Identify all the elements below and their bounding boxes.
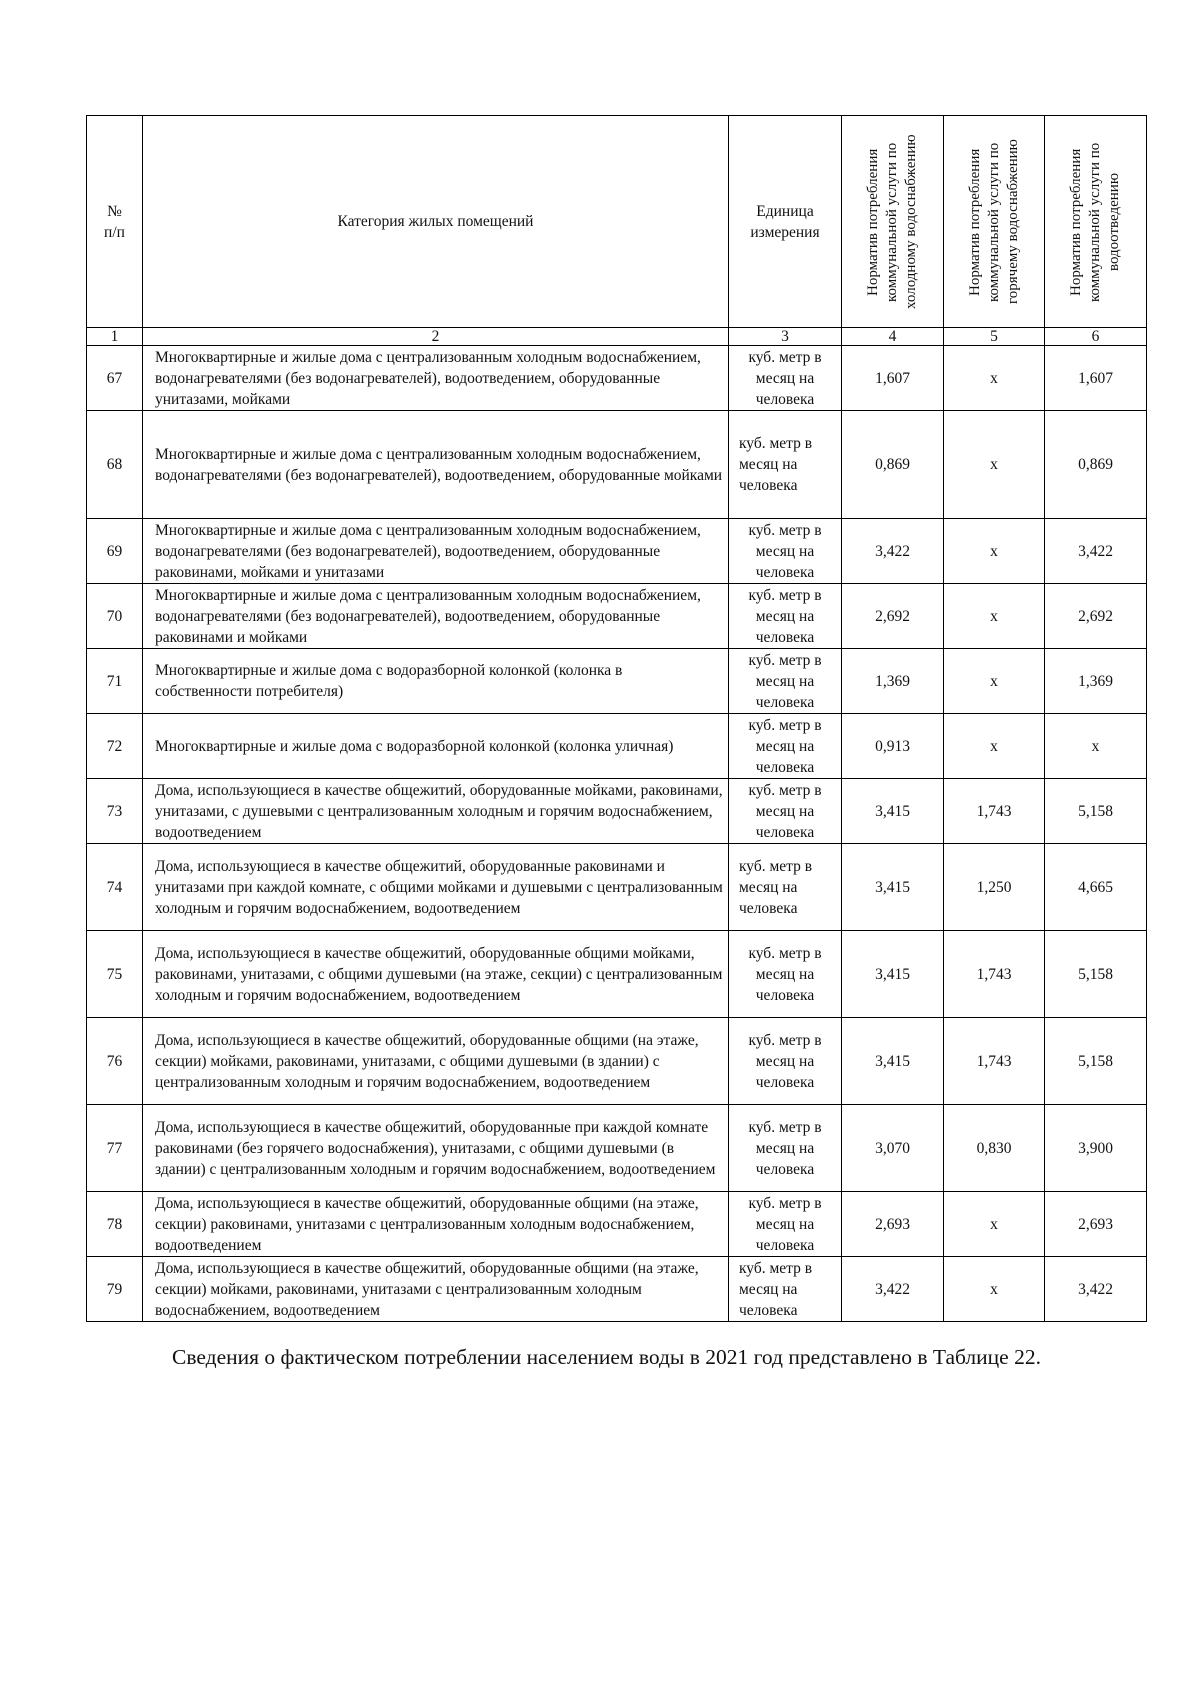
row-hot-value: x [944,1257,1045,1322]
row-hot-value: x [944,519,1045,584]
table-row [87,714,1147,779]
row-category: Многоквартирные и жилые дома с централизованным холодным водоснабжением, водонагревателями (без водонагревателей), водоотведением, оборудованные мойками [143,411,729,519]
row-cold-value: 1,607 [842,346,944,411]
row-hot-value: x [944,649,1045,714]
row-category: Дома, использующиеся в качестве общежитий, оборудованные общими (на этаже, секции) мойками, раковинами, унитазами, с общими душевыми (в здании) с централизованным холодным и горячим водоснабжением, водоотведением [143,1018,729,1105]
header-category: Категория жилых помещений [143,116,729,328]
table-header-row [87,116,1147,328]
col-index: 1 [87,328,143,346]
row-unit: куб. метр в месяц на человека [729,931,842,1018]
row-cold-value: 3,415 [842,844,944,931]
row-unit: куб. метр в месяц на человека [729,1018,842,1105]
row-unit: куб. метр в месяц на человека [729,779,842,844]
table-row [87,1105,1147,1192]
col-index: 3 [729,328,842,346]
row-hot-value: x [944,714,1045,779]
row-num: 67 [87,346,143,411]
row-cold-value: 1,369 [842,649,944,714]
norms-table [86,115,1147,1322]
row-category: Дома, использующиеся в качестве общежитий, оборудованные общими мойками, раковинами, унитазами, с общими душевыми (на этаже, секции) с централизованным холодным и горячим водоснабжением, водоотведением [143,931,729,1018]
row-unit: куб. метр в месяц на человека [729,346,842,411]
col-index: 2 [143,328,729,346]
row-unit: куб. метр в месяц на человека [729,714,842,779]
table-row [87,649,1147,714]
col-index: 6 [1045,328,1147,346]
row-num: 76 [87,1018,143,1105]
row-drain-value: 3,422 [1045,1257,1147,1322]
row-unit: куб. метр в месяц на человека [729,519,842,584]
row-num: 77 [87,1105,143,1192]
row-category: Многоквартирные и жилые дома с водоразборной колонкой (колонка в собственности потребителя) [143,649,729,714]
row-category: Дома, использующиеся в качестве общежитий, оборудованные раковинами и унитазами при каждой комнате, с общими мойками и душевыми с централизованным холодным и горячим водоснабжением, водоотведением [143,844,729,931]
row-num: 68 [87,411,143,519]
row-hot-value: 1,250 [944,844,1045,931]
row-drain-value: 1,369 [1045,649,1147,714]
table-row [87,519,1147,584]
row-num: 74 [87,844,143,931]
header-drainage: Норматив потребления коммунальной услуги по водоотведению [1045,116,1147,328]
row-drain-value: 5,158 [1045,779,1147,844]
row-drain-value: x [1045,714,1147,779]
row-cold-value: 2,693 [842,1192,944,1257]
row-cold-value: 2,692 [842,584,944,649]
row-drain-value: 2,693 [1045,1192,1147,1257]
row-num: 70 [87,584,143,649]
row-num: 79 [87,1257,143,1322]
row-category: Дома, использующиеся в качестве общежитий, оборудованные мойками, раковинами, унитазами, с душевыми с централизованным холодным и горячим водоснабжением, водоотведением [143,779,729,844]
column-index-row [87,328,1147,346]
row-num: 75 [87,931,143,1018]
row-drain-value: 3,900 [1045,1105,1147,1192]
row-hot-value: x [944,1192,1045,1257]
row-unit: куб. метр в месяц на человека [729,584,842,649]
row-unit: куб. метр в месяц на человека [729,1105,842,1192]
table-row [87,1257,1147,1322]
row-cold-value: 3,415 [842,779,944,844]
row-category: Многоквартирные и жилые дома с водоразборной колонкой (колонка уличная) [143,714,729,779]
table-row [87,346,1147,411]
header-num: № п/п [87,116,143,328]
header-cold-water: Норматив потребления коммунальной услуги по холодному водоснабжению [842,116,944,328]
row-hot-value: 0,830 [944,1105,1045,1192]
row-cold-value: 3,070 [842,1105,944,1192]
table-row [87,931,1147,1018]
row-unit: куб. метр в месяц на человека [729,1257,842,1322]
col-index: 5 [944,328,1045,346]
row-drain-value: 5,158 [1045,931,1147,1018]
row-category: Дома, использующиеся в качестве общежитий, оборудованные общими (на этаже, секции) мойками, раковинами, унитазами с централизованным холодным водоснабжением, водоотведением [143,1257,729,1322]
table-row [87,844,1147,931]
row-num: 69 [87,519,143,584]
col-index: 4 [842,328,944,346]
row-category: Дома, использующиеся в качестве общежитий, оборудованные при каждой комнате раковинами (без горячего водоснабжения), унитазами, с общими душевыми (в здании) с централизованным холодным и горячим водоснабжением, водоотведением [143,1105,729,1192]
row-unit: куб. метр в месяц на человека [729,411,842,519]
row-drain-value: 0,869 [1045,411,1147,519]
table-row [87,1192,1147,1257]
row-drain-value: 5,158 [1045,1018,1147,1105]
row-unit: куб. метр в месяц на человека [729,844,842,931]
header-unit: Единица измерения [729,116,842,328]
row-num: 73 [87,779,143,844]
row-drain-value: 2,692 [1045,584,1147,649]
table-row [87,411,1147,519]
row-category: Многоквартирные и жилые дома с централизованным холодным водоснабжением, водонагревателями (без водонагревателей), водоотведением, оборудованные унитазами, мойками [143,346,729,411]
row-cold-value: 3,422 [842,1257,944,1322]
row-cold-value: 3,422 [842,519,944,584]
row-drain-value: 1,607 [1045,346,1147,411]
row-unit: куб. метр в месяц на человека [729,1192,842,1257]
table-row [87,584,1147,649]
row-cold-value: 0,869 [842,411,944,519]
table-row [87,779,1147,844]
row-category: Многоквартирные и жилые дома с централизованным холодным водоснабжением, водонагревателями (без водонагревателей), водоотведением, оборудованные раковинами, мойками и унитазами [143,519,729,584]
header-hot-water: Норматив потребления коммунальной услуги по горячему водоснабжению [944,116,1045,328]
row-unit: куб. метр в месяц на человека [729,649,842,714]
row-hot-value: 1,743 [944,1018,1045,1105]
row-drain-value: 4,665 [1045,844,1147,931]
row-category: Многоквартирные и жилые дома с централизованным холодным водоснабжением, водонагревателями (без водонагревателей), водоотведением, оборудованные раковинами и мойками [143,584,729,649]
row-hot-value: x [944,346,1045,411]
row-cold-value: 3,415 [842,931,944,1018]
row-cold-value: 0,913 [842,714,944,779]
row-category: Дома, использующиеся в качестве общежитий, оборудованные общими (на этаже, секции) раковинами, унитазами с централизованным холодным водоснабжением, водоотведением [143,1192,729,1257]
row-num: 78 [87,1192,143,1257]
body-paragraph: Сведения о фактическом потреблении населением воды в 2021 год представлено в Таблице 22. [172,1345,1041,1369]
row-num: 72 [87,714,143,779]
row-cold-value: 3,415 [842,1018,944,1105]
row-num: 71 [87,649,143,714]
row-drain-value: 3,422 [1045,519,1147,584]
row-hot-value: x [944,411,1045,519]
row-hot-value: 1,743 [944,931,1045,1018]
table-row [87,1018,1147,1105]
row-hot-value: x [944,584,1045,649]
row-hot-value: 1,743 [944,779,1045,844]
